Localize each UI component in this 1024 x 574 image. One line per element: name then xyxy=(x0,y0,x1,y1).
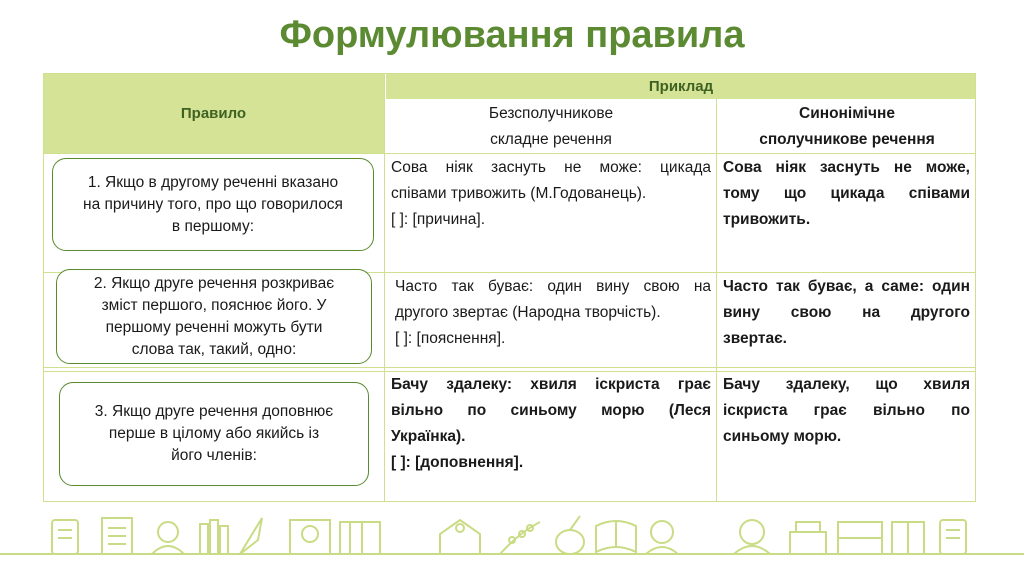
tablet-icon xyxy=(940,520,966,554)
grid-line xyxy=(43,367,976,368)
rule-box-3 xyxy=(59,382,369,486)
bandura-icon xyxy=(556,516,584,554)
example-line: [ ]: [пояснення]. xyxy=(395,330,506,347)
bookshelf-icon xyxy=(838,522,882,554)
rule-line: його членів: xyxy=(171,447,257,464)
example-line: Українка). xyxy=(391,428,466,445)
header-col2 xyxy=(718,99,976,153)
portrait-icon xyxy=(152,522,184,554)
header-col1 xyxy=(386,99,716,153)
rule-line: зміст першого, пояснює його. У xyxy=(101,296,327,314)
header-example-cell xyxy=(386,73,976,99)
example-line: синьому морю. xyxy=(723,428,842,445)
example-line: тому що цикада співами xyxy=(723,185,970,202)
header-rule-label: Правило xyxy=(180,104,247,122)
books-icon xyxy=(200,520,228,554)
example-line: іскриста грає вільно по xyxy=(723,402,970,419)
rule-line: слова так, такий, одно: xyxy=(131,340,297,358)
header-col1-line1: Безсполучникове xyxy=(488,105,614,122)
example-line: [ ]: [причина]. xyxy=(391,211,486,228)
header-example-label: Приклад xyxy=(648,77,714,95)
rule-line: перше в цілому або якийсь із xyxy=(108,425,320,442)
example-line: Бачу здалеку, що хвиля xyxy=(723,376,970,393)
open-book-icon xyxy=(892,522,924,554)
example-line: Часто так буває, а саме: один xyxy=(723,278,970,295)
document-icon xyxy=(102,518,132,554)
writer-portrait-icon xyxy=(290,520,330,554)
example-line: Сова ніяк заснуть не може: цикада xyxy=(391,159,711,176)
row2-example-conjunctive xyxy=(723,274,970,352)
example-line: Часто так буває: один вину свою на xyxy=(395,278,711,295)
example-line: вільно по синьому морю (Леся xyxy=(391,402,711,419)
grid-line xyxy=(975,73,976,502)
rule-line: 3. Якщо друге речення доповнює xyxy=(94,403,334,420)
row2-example-asyndetic xyxy=(395,274,711,352)
quill-icon xyxy=(240,518,262,554)
grid-line xyxy=(43,501,976,502)
grid-line xyxy=(43,153,976,154)
portrait-icon xyxy=(734,520,770,554)
grid-line xyxy=(384,73,385,502)
header-col2-line2: сполучникове речення xyxy=(759,131,935,148)
header-rule-cell xyxy=(43,73,384,153)
grid-line xyxy=(43,73,976,74)
grid-line xyxy=(716,99,717,502)
example-line: Сова ніяк заснуть не може, xyxy=(723,159,970,176)
rule-line: 2. Якщо друге речення розкриває xyxy=(93,274,335,292)
rule-box-1 xyxy=(52,158,374,251)
header-col2-line1: Синонімічне xyxy=(799,105,895,122)
example-line: [ ]: [доповнення]. xyxy=(391,454,524,471)
example-line: вину свою на другого xyxy=(723,304,970,321)
row1-example-asyndetic xyxy=(391,155,711,233)
rowan-branch-icon xyxy=(500,522,540,554)
church-icon xyxy=(440,520,480,554)
scroll-icon xyxy=(52,520,78,554)
grid-line xyxy=(43,73,44,502)
bookshelf-icon xyxy=(340,522,380,554)
open-book-icon xyxy=(596,521,636,552)
header-col1-line2: складне речення xyxy=(490,131,612,148)
row1-example-conjunctive xyxy=(723,155,970,233)
row3-example-conjunctive xyxy=(723,372,970,450)
decorative-strip xyxy=(0,512,1024,574)
typewriter-icon xyxy=(790,522,826,554)
example-line: другого звертає (Народна творчість). xyxy=(395,304,661,321)
page-title: Формулювання правила xyxy=(279,14,745,56)
rule-line: на причину того, про що говорилося xyxy=(83,195,343,213)
row3-example-asyndetic xyxy=(391,372,711,476)
rule-line: в першому: xyxy=(171,217,255,235)
example-line: Бачу здалеку: хвиля іскриста грає xyxy=(391,376,711,393)
writer-portrait-icon xyxy=(646,521,678,554)
rule-box-2 xyxy=(56,269,372,364)
example-line: тривожить. xyxy=(723,211,811,228)
example-line: звертає. xyxy=(723,330,787,347)
rule-line: 1. Якщо в другому реченні вказано xyxy=(87,173,339,191)
example-line: співами тривожить (М.Годованець). xyxy=(391,185,647,202)
rule-line: першому реченні можуть бути xyxy=(105,318,323,336)
